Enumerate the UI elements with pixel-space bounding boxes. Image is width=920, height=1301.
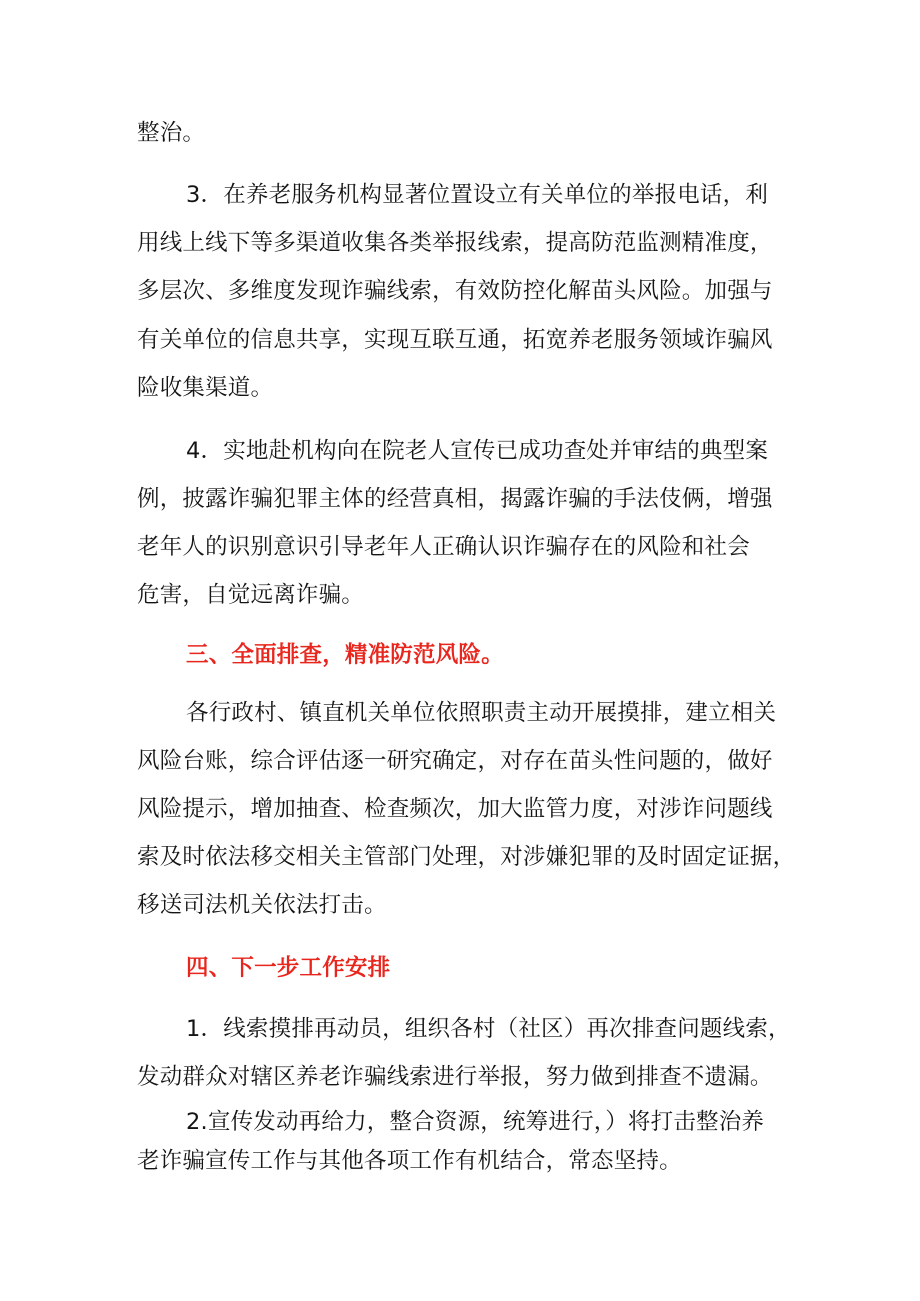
paragraph-line: 发动群众对辖区养老诈骗线索进行举报，努力做到排查不遗漏。	[137, 1064, 773, 1090]
paragraph-line: 风险台账，综合评估逐一研究确定，对存在苗头性问题的，做好	[137, 748, 773, 774]
paragraph-line: 整治。	[137, 120, 206, 146]
paragraph-line: 各行政村、镇直机关单位依照职责主动开展摸排，建立相关	[186, 700, 777, 726]
paragraph-line: 2.宣传发动再给力，整合资源，统筹进行，）将打击整治养	[186, 1109, 765, 1135]
section-heading: 四、下一步工作安排	[186, 955, 391, 981]
paragraph-line: 移送司法机关依法打击。	[137, 892, 387, 918]
paragraph-line: 3．在养老服务机构显著位置设立有关单位的举报电话，利	[186, 182, 769, 208]
paragraph-line: 风险提示，增加抽查、检查频次，加大监管力度，对涉诈问题线	[137, 796, 773, 822]
paragraph-line: 用线上线下等多渠道收集各类举报线索，提高防范监测精准度，	[137, 230, 773, 256]
paragraph-line: 例，披露诈骗犯罪主体的经营真相，揭露诈骗的手法伎俩，增强	[137, 486, 773, 512]
paragraph-line: 险收集渠道。	[137, 375, 274, 401]
paragraph-line: 危害，自觉远离诈骗。	[137, 582, 365, 608]
paragraph-line: 老年人的识别意识引导老年人正确认识诈骗存在的风险和社会	[137, 534, 750, 560]
paragraph-line: 索及时依法移交相关主管部门处理，对涉嫌犯罪的及时固定证据，	[137, 844, 796, 870]
paragraph-line: 老诈骗宣传工作与其他各项工作有机结合，常态坚持。	[137, 1148, 682, 1174]
section-heading: 三、全面排查，精准防范风险。	[186, 642, 504, 668]
paragraph-line: 1．线索摸排再动员，组织各村（社区）再次排查问题线索，	[186, 1016, 791, 1042]
paragraph-line: 多层次、多维度发现诈骗线索，有效防控化解苗头风险。加强与	[137, 278, 773, 304]
paragraph-line: 有关单位的信息共享，实现互联互通，拓宽养老服务领域诈骗风	[137, 327, 773, 353]
paragraph-line: 4．实地赴机构向在院老人宣传已成功查处并审结的典型案	[186, 438, 769, 464]
